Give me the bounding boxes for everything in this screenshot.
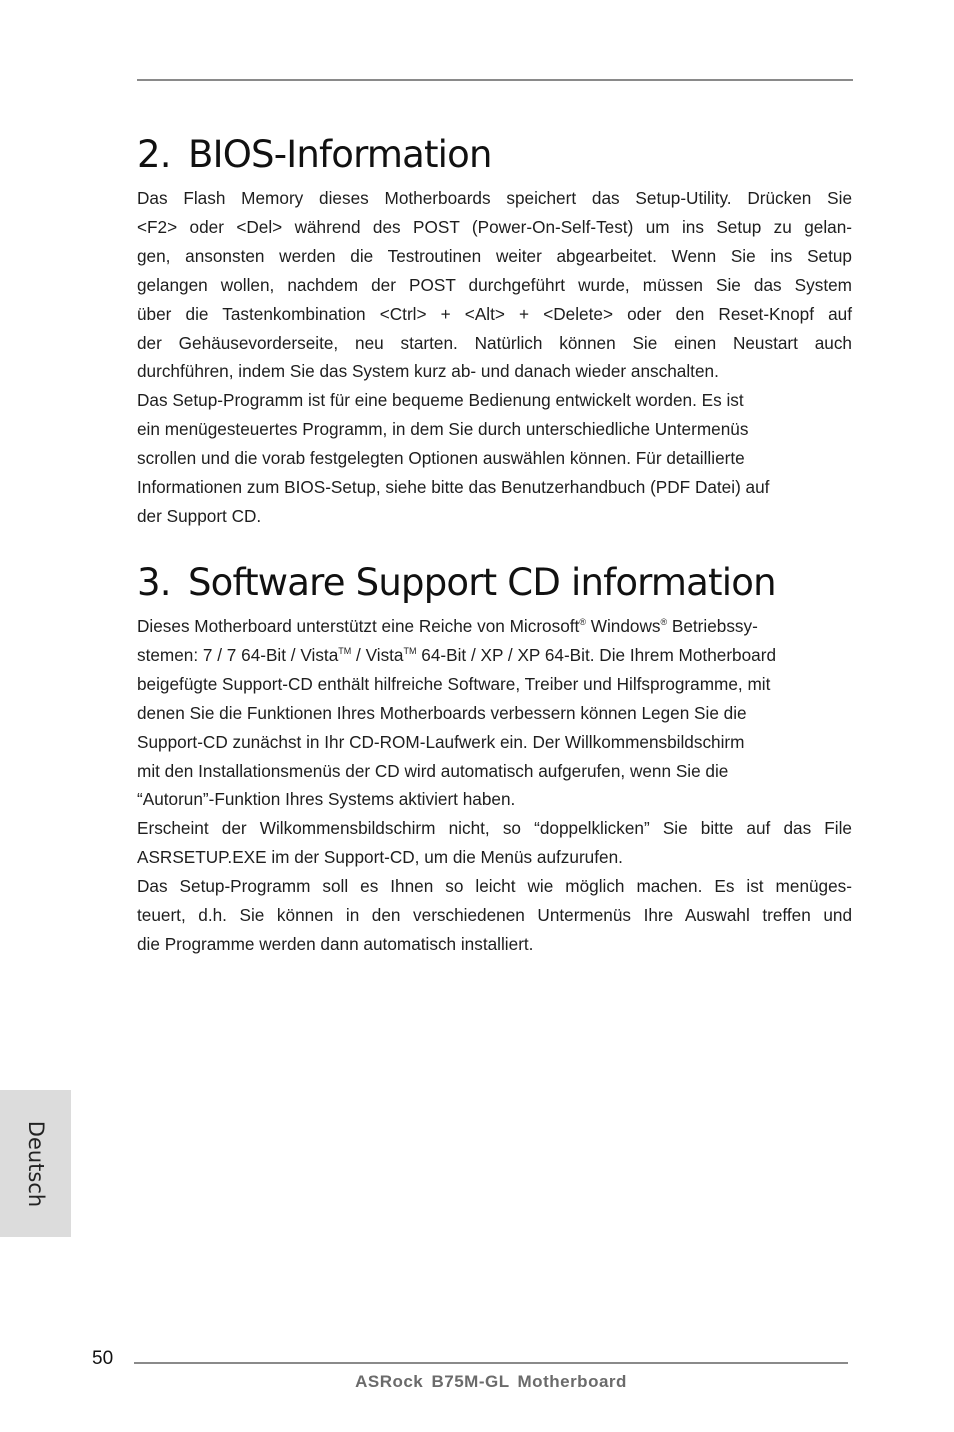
text-line: “Autorun”-Funktion Ihres Systems aktiviert haben. xyxy=(137,789,516,810)
section-heading xyxy=(137,561,852,605)
text-line: ASRSETUP.EXE im der Support-CD, um die Menüs aufzurufen. xyxy=(137,847,623,868)
text-line: über die Tastenkombination <Ctrl> + <Alt> + <Delete> oder den Reset-Knopf auf xyxy=(137,303,852,324)
text-line: Das Flash Memory dieses Motherboards speichert das Setup-Utility. Drücken Sie xyxy=(137,188,852,208)
text-line: Das Setup-Programm soll es Ihnen so leicht wie möglich machen. Es ist menüges- xyxy=(137,876,852,897)
text-line: Das Setup-Programm ist für eine bequeme Bedienung entwickelt worden. Es ist xyxy=(137,390,744,411)
text-line: Informationen zum BIOS-Setup, siehe bitte das Benutzerhandbuch (PDF Datei) auf xyxy=(137,477,770,498)
section-body xyxy=(137,612,852,959)
text-line: der Support CD. xyxy=(137,505,262,526)
text-line: ein menügesteuertes Programm, in dem Sie durch unterschiedliche Untermenüs xyxy=(137,419,749,440)
trademark-mark: TM xyxy=(403,645,417,656)
text-line: teuert, d.h. Sie können in den verschiedenen Untermenüs Ihre Auswahl treffen und xyxy=(137,905,852,926)
paragraph xyxy=(137,612,852,814)
section-body xyxy=(137,184,852,531)
text-line: denen Sie die Funktionen Ihres Motherboards verbessern können Legen Sie die xyxy=(137,702,747,723)
section-heading xyxy=(137,133,852,177)
language-tab-label: Deutsch xyxy=(23,1120,48,1207)
registered-mark: ® xyxy=(579,617,586,627)
text-line: gelangen wollen, nachdem der POST durchgeführt wurde, müssen Sie das System xyxy=(137,274,852,295)
text-run: Dieses Motherboard unterstützt eine Reiche von Microsoft xyxy=(137,616,580,636)
registered-mark: ® xyxy=(660,617,668,627)
top-divider xyxy=(137,79,853,81)
paragraph xyxy=(137,814,852,872)
section-title: BIOS-Information xyxy=(188,133,492,176)
text-line: gen, ansonsten werden die Testroutinen weiter abgearbeitet. Wenn Sie ins Setup xyxy=(137,245,852,266)
text-line: durchführen, indem Sie das System kurz ab- und danach wieder anschalten. xyxy=(137,361,719,382)
text-run: stemen: 7 / 7 64-Bit / Vista xyxy=(137,644,339,665)
text-line: Support-CD zunächst in Ihr CD-ROM-Laufwerk ein. Der Willkommensbildschirm xyxy=(137,731,745,752)
text-run: 64-Bit / XP / XP 64-Bit. Die Ihrem Motherboard xyxy=(416,644,777,665)
bios-information-section xyxy=(137,133,852,531)
text-line: beigefügte Support-CD enthält hilfreiche Software, Treiber und Hilfsprogramme, mit xyxy=(137,673,771,694)
paragraph xyxy=(137,872,852,959)
text-line: <F2> oder <Del> während des POST (Power-On-Self-Test) um ins Setup zu gelan- xyxy=(137,216,852,237)
section-title: Software Support CD information xyxy=(188,561,776,604)
software-support-cd-section xyxy=(137,561,852,959)
paragraph xyxy=(137,184,852,386)
text-line: der Gehäusevorderseite, neu starten. Natürlich können Sie einen Neustart auch xyxy=(137,332,852,353)
text-line: mit den Installationsmenüs der CD wird automatisch aufgerufen, wenn Sie die xyxy=(137,760,729,781)
text-run: / Vista xyxy=(351,644,404,665)
trademark-mark: TM xyxy=(338,645,352,656)
footer-divider xyxy=(134,1362,848,1364)
section-number: 3. xyxy=(137,561,171,604)
text-run: Betriebssy- xyxy=(667,616,758,636)
text-line: Erscheint der Wilkommensbildschirm nicht, so “doppelklicken” Sie bitte auf das File xyxy=(137,818,852,839)
paragraph xyxy=(137,386,852,531)
text-line xyxy=(137,641,852,670)
page-number: 50 xyxy=(92,1348,114,1369)
text-line: scrollen und die vorab festgelegten Optionen auswählen können. Für detaillierte xyxy=(137,448,745,469)
text-run: Windows xyxy=(585,616,661,636)
language-tab xyxy=(0,1090,71,1237)
text-line xyxy=(137,612,852,641)
text-line: die Programme werden dann automatisch installiert. xyxy=(137,933,534,954)
footer-product-name: ASRock B75M-GL Motherboard xyxy=(355,1372,627,1391)
section-number: 2. xyxy=(137,133,171,176)
